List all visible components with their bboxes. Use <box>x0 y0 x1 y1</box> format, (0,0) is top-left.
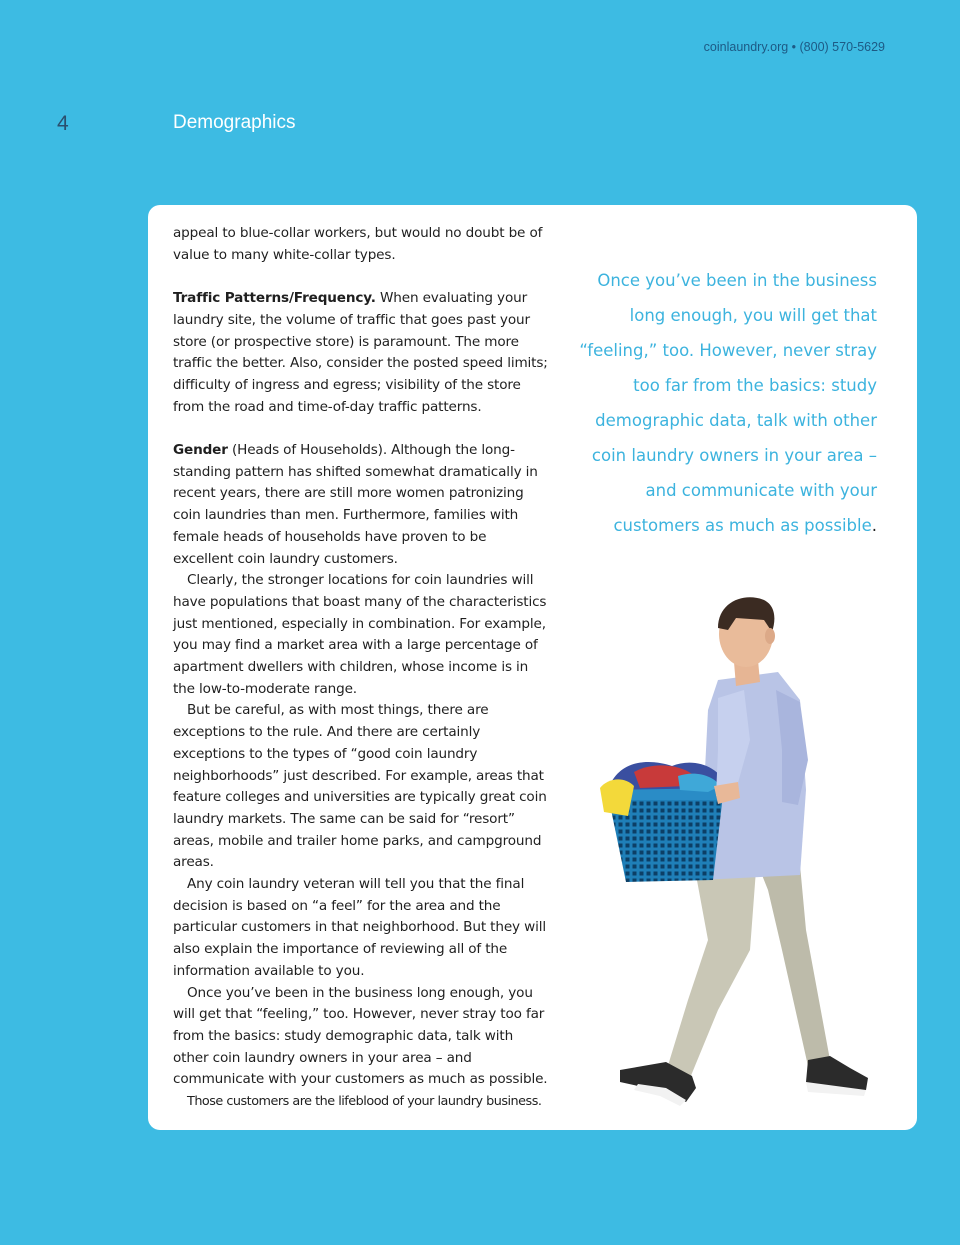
content-card <box>148 205 917 1130</box>
section-title: Demographics <box>173 112 296 133</box>
clearly-paragraph: Clearly, the stronger locations for coin laundries will have populations that boast many of the characteristics just mentioned, especially in combination. For example, you may find a market area with a large percentage of apartment dwellers with children, whose income is in the low-to-moderate range. <box>173 572 547 697</box>
page-number: 4 <box>57 112 69 135</box>
intro-paragraph: appeal to blue-collar workers, but would no doubt be of value to many white-collar types. <box>173 225 543 263</box>
gender-text: (Heads of Households). Although the long-standing pattern has shifted somewhat dramatically in recent years, there are still more women patronizing coin laundries than men. Furthermore, families with female heads of households have proven to be excellent coin laundry customers. <box>173 442 538 567</box>
closing-paragraph: Those customers are the lifeblood of your laundry business. <box>187 1094 542 1110</box>
contact-line: coinlaundry.org • (800) 570-5629 <box>703 40 885 54</box>
gender-heading: Gender <box>173 442 228 458</box>
body-column <box>173 223 548 1113</box>
pull-quote <box>557 263 877 543</box>
pull-quote-period: . <box>871 516 877 535</box>
traffic-heading: Traffic Patterns/Frequency. <box>173 290 376 307</box>
once-paragraph: Once you’ve been in the business long enough, you will get that “feeling,” too. However, never stray too far from the basics: study demographic data, talk with other coin laundry owners in your area – and communicate with your customers as much as possible. <box>173 984 548 1088</box>
traffic-text: When evaluating your laundry site, the volume of traffic that goes past your store (or prospective store) is paramount. The more traffic the better. Also, consider the posted speed limits; difficulty of ingress and egress; visibility of the store from the road and time-of-day traffic patterns. <box>173 290 548 415</box>
careful-paragraph: But be careful, as with most things, there are exceptions to the rule. And there are certainly exceptions to the types of “good coin laundry neighborhoods” just described. For example, areas that feature colleges and universities are typically great coin laundry markets. The same can be said for “resort” areas, mobile and trailer home parks, and campground areas. <box>173 702 547 871</box>
gender-paragraph <box>173 440 548 570</box>
veteran-paragraph: Any coin laundry veteran will tell you that the final decision is based on “a feel” for the area and the particular customers in that neighborhood. But they will also explain the importance of reviewing all of the information available to you. <box>173 876 546 979</box>
pull-quote-text: Once you’ve been in the business long enough, you will get that “feeling,” too. However, never stray too far from the basics: study demographic data, talk with other coin laundry owners in your area – and communicate with your customers as much as possible <box>579 271 877 535</box>
traffic-paragraph <box>173 288 548 418</box>
man-with-laundry-basket-photo <box>568 590 888 1120</box>
